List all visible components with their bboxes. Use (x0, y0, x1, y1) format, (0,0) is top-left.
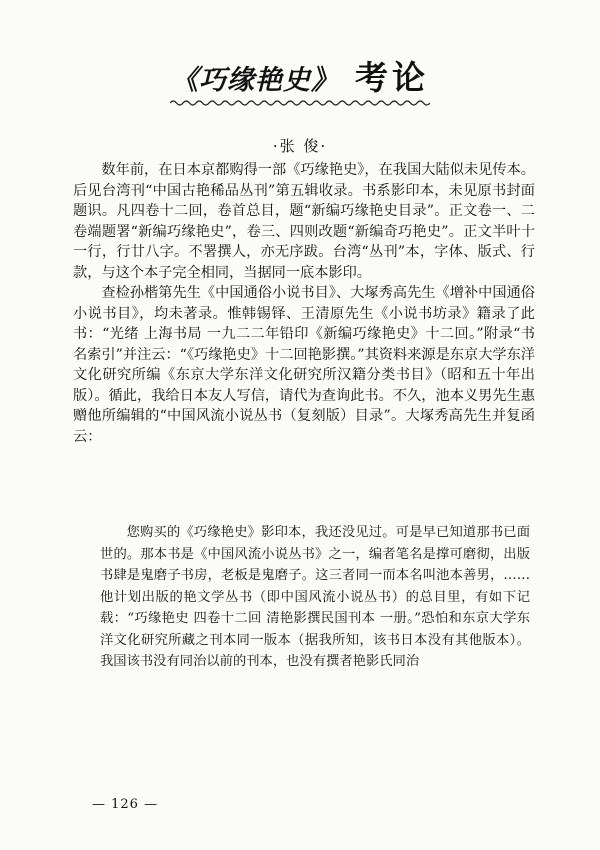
quoted-letter (100, 522, 530, 673)
quote-paragraph: 您购买的《巧缘艳史》影印本，我还没见过。可是早已知道那书已面世的。那本书是《中国风流小说丛书》之一，编者笔名是撑可磨彻，出版书肆是鬼磨子书房，老板是鬼磨子。这三者同一而本名叫池本善男，……他计划出版的艳文学丛书（即中国风流小说丛书）的总目里，有如下记载：“巧缘艳史 四卷十二回 清艳影撰民国刊本 一册。”恐怕和东京大学东洋文化研究所藏之刊本同一版本（据我所知，该书日本没有其他版本）。我国该书没有同治以前的刊本，也没有撰者艳影氏同治 (100, 525, 530, 669)
body-paragraph: 数年前，在日本京都购得一部《巧缘艳史》，在我国大陆似未见传本。后见台湾刊“中国古艳稀品丛刊”第五辑收录。书系影印本，未见原书封面题识。凡四卷十二回，卷首总目，题“新编巧缘艳史目录”。正文卷一、二卷端题署“新编巧缘艳史”，卷三、四则改题“新编奇巧艳史”。正文半叶十一行，行廿八字。不署撰人，亦无序跋。台湾“丛刊”本，字体、版式、行款，与这个本子完全相同，当据同一底本影印。 (73, 162, 535, 281)
article-body (73, 160, 535, 447)
title-suffix: 考论 (355, 58, 429, 97)
decorative-wavy-rule (170, 99, 430, 107)
article-title (0, 52, 600, 99)
author-line: ·张 俊· (272, 137, 328, 155)
title-book-name: 《巧缘艳史》 (171, 65, 339, 96)
body-paragraph: 查检孙楷第先生《中国通俗小说书目》、大塚秀高先生《增补中国通俗小说书目》，均未著录。惟韩锡铎、王清原先生《小说书坊录》籍录了此书：“光绪 上海书局 一九二二年铅印《新编巧缘艳史》十二回。”附录“书名索引”并注云：“《巧缘艳史》十二回艳影撰。”其资料来源是东京大学东洋文化研究所编《东京大学东洋文化研究所汉籍分类书目》（昭和五十年出版）。循此，我给日本友人写信，请代为查询此书。不久，池本义男先生惠赠他所编辑的“中国风流小说丛书（复刻版）目录”。大塚秀高先生并复函云： (73, 285, 535, 445)
page-number: — 126 — (92, 797, 159, 812)
